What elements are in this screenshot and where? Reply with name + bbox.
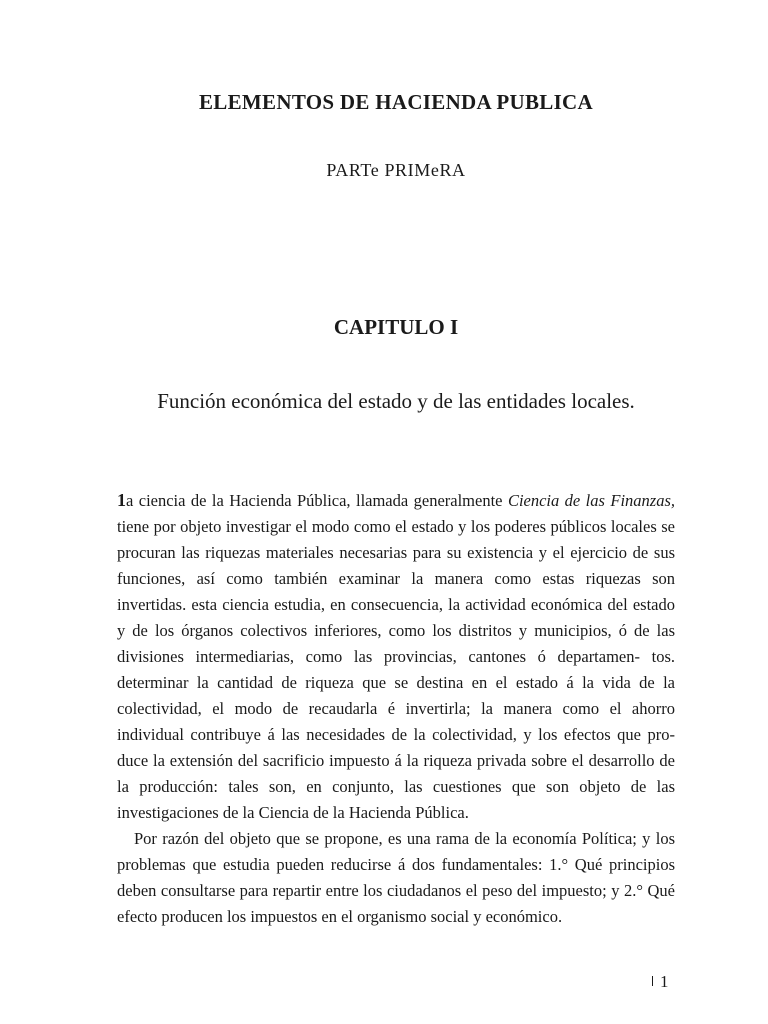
part-title: PARTe PRIMeRA: [326, 160, 466, 180]
chapter-subtitle: Función económica del estado y de las entidades locales.: [157, 389, 635, 413]
body-text: [117, 487, 675, 930]
book-title: ELEMENTOS DE HACIENDA PUBLICA: [199, 90, 593, 114]
paragraph-1-text-start: a ciencia de la Hacienda Pública, llamada generalmente: [126, 491, 508, 510]
paragraph-1: [117, 487, 675, 826]
paragraph-1-text-end: tiene por objeto investigar el modo como el estado y los poderes públicos locales se procuran las riquezas materiales necesarias para su existencia y el ejercicio de sus funciones, así como también examinar la manera como estas riquezas son invertidas. esta ciencia estudia, en consecuencia, la actividad económica del estado y de los órganos colectivos inferiores, como los distritos y municipios, ó de las divisiones intermediarias, como las provincias, cantones ó departamen- tos. determinar la cantidad de riqueza que se destina en el estado á la vida de la colectividad, el modo de recaudarla é invertirla; la manera como el ahorro individual contribuye á las necesidades de la colectividad, y los efectos que pro- duce la extensión del sacrificio impuesto á la riqueza privada sobre el desarrollo de la producción: tales son, en conjunto, las cuestiones que son objeto de las investigaciones de la Ciencia de la Hacienda Pública.: [117, 517, 675, 822]
page-number-rule: [652, 976, 653, 986]
page-number-label: 1: [660, 972, 669, 991]
paragraph-1-italic: Ciencia de las Finanzas,: [507, 491, 675, 510]
chapter-title: CAPITULO I: [333, 315, 459, 339]
dropcap: 1: [117, 490, 126, 510]
page-number: [652, 972, 669, 992]
paragraph-2: Por razón del objeto que se propone, es una rama de la economía Política; y los problemas que estudia pueden reducirse á dos fundamentales: 1.° Qué principios deben consultarse para repartir entre los ciudadanos el peso del impuesto; y 2.° Qué efecto producen los impuestos en el organismo social y económico.: [117, 829, 675, 926]
